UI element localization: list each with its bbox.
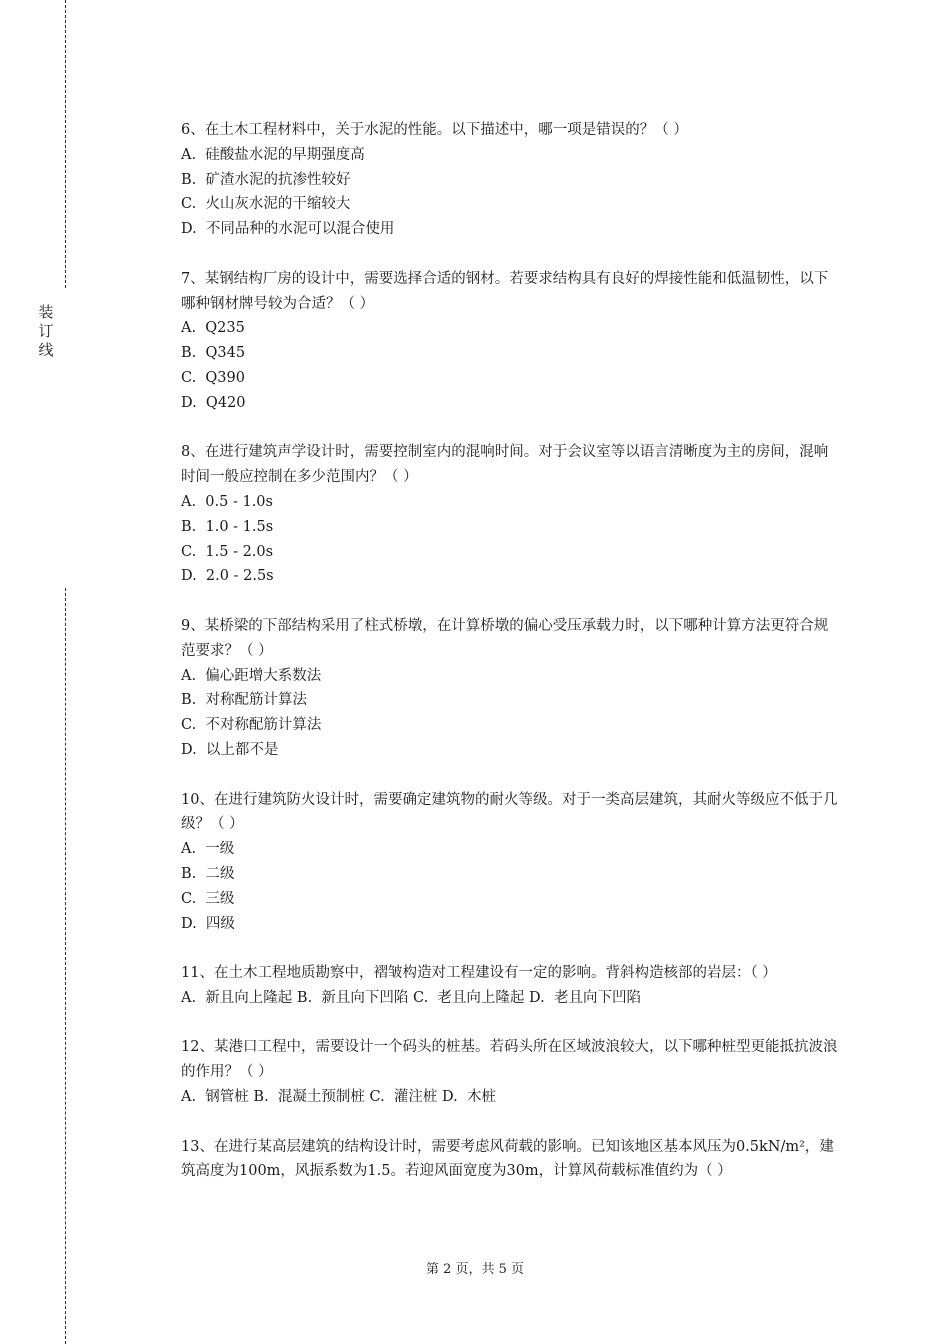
binding-char: 订 <box>38 322 54 340</box>
option-a: A. 硅酸盐水泥的早期强度高 <box>181 146 365 163</box>
option-d: D. 2.0 - 2.5s <box>181 568 274 585</box>
question-stem: 6、在土木工程材料中，关于水泥的性能。以下描述中，哪一项是错误的？（ ） <box>181 122 688 138</box>
option-b: B. 矿渣水泥的抗渗性较好 <box>181 171 351 188</box>
binding-label <box>36 303 56 360</box>
option-a: A. 偏心距增大系数法 <box>181 667 322 684</box>
option-a: A. 0.5 - 1.0s <box>181 493 273 510</box>
question-9 <box>181 614 841 763</box>
question-stem: 12、某港口工程中，需要设计一个码头的桩基。若码头所在区域波浪较大，以下哪种桩型更能抵抗波浪的作用？（ ） <box>181 1039 838 1081</box>
question-13 <box>181 1135 841 1185</box>
question-stem: 9、某桥梁的下部结构采用了柱式桥墩，在计算桥墩的偏心受压承载力时，以下哪种计算方法更符合规范要求？（ ） <box>181 617 829 659</box>
question-11 <box>181 961 841 1011</box>
question-list <box>181 118 841 1209</box>
question-stem: 13、在进行某高层建筑的结构设计时，需要考虑风荷载的影响。已知该地区基本风压为0.5kN/m²，建筑高度为100m，风振系数为1.5。若迎风面宽度为30m，计算风荷载标准值约为（ ） <box>181 1138 834 1180</box>
option-a: A. Q235 <box>181 320 245 337</box>
option-a: A. 一级 <box>181 841 235 858</box>
options-inline: A. 钢管桩 B. 混凝土预制桩 C. 灌注桩 D. 木桩 <box>181 1089 496 1106</box>
option-b: B. 二级 <box>181 865 235 882</box>
question-stem: 8、在进行建筑声学设计时，需要控制室内的混响时间。对于会议室等以语言清晰度为主的房间，混响时间一般应控制在多少范围内？（ ） <box>181 444 829 486</box>
binding-dashed-line-top <box>65 0 66 288</box>
page-number: 第 2 页，共 5 页 <box>425 1262 525 1277</box>
option-c: C. 不对称配筋计算法 <box>181 717 322 734</box>
binding-dashed-line-bottom <box>65 588 66 1344</box>
binding-char: 装 <box>38 303 54 321</box>
option-d: D. Q420 <box>181 394 246 411</box>
option-c: C. 火山灰水泥的干缩较大 <box>181 196 351 213</box>
option-c: C. 三级 <box>181 890 235 907</box>
option-d: D. 以上都不是 <box>181 741 279 758</box>
option-b: B. Q345 <box>181 345 246 362</box>
question-stem: 7、某钢结构厂房的设计中，需要选择合适的钢材。若要求结构具有良好的焊接性能和低温韧性，以下哪种钢材牌号较为合适？（ ） <box>181 270 829 312</box>
option-b: B. 对称配筋计算法 <box>181 692 307 709</box>
options-inline: A. 新且向上隆起 B. 新且向下凹陷 C. 老且向上隆起 D. 老且向下凹陷 <box>181 989 641 1006</box>
binding-char: 线 <box>38 341 54 359</box>
option-d: D. 四级 <box>181 915 235 932</box>
question-stem: 10、在进行建筑防火设计时，需要确定建筑物的耐火等级。对于一类高层建筑，其耐火等级应不低于几级？（ ） <box>181 791 838 833</box>
option-c: C. 1.5 - 2.0s <box>181 543 274 560</box>
question-6 <box>181 118 841 242</box>
option-d: D. 不同品种的水泥可以混合使用 <box>181 221 395 238</box>
question-10 <box>181 788 841 937</box>
question-stem: 11、在土木工程地质勘察中，褶皱构造对工程建设有一定的影响。背斜构造核部的岩层：（ ） <box>181 965 777 982</box>
question-7 <box>181 267 841 416</box>
option-c: C. Q390 <box>181 369 245 386</box>
question-8 <box>181 440 841 589</box>
option-b: B. 1.0 - 1.5s <box>181 518 274 535</box>
question-12 <box>181 1035 841 1109</box>
